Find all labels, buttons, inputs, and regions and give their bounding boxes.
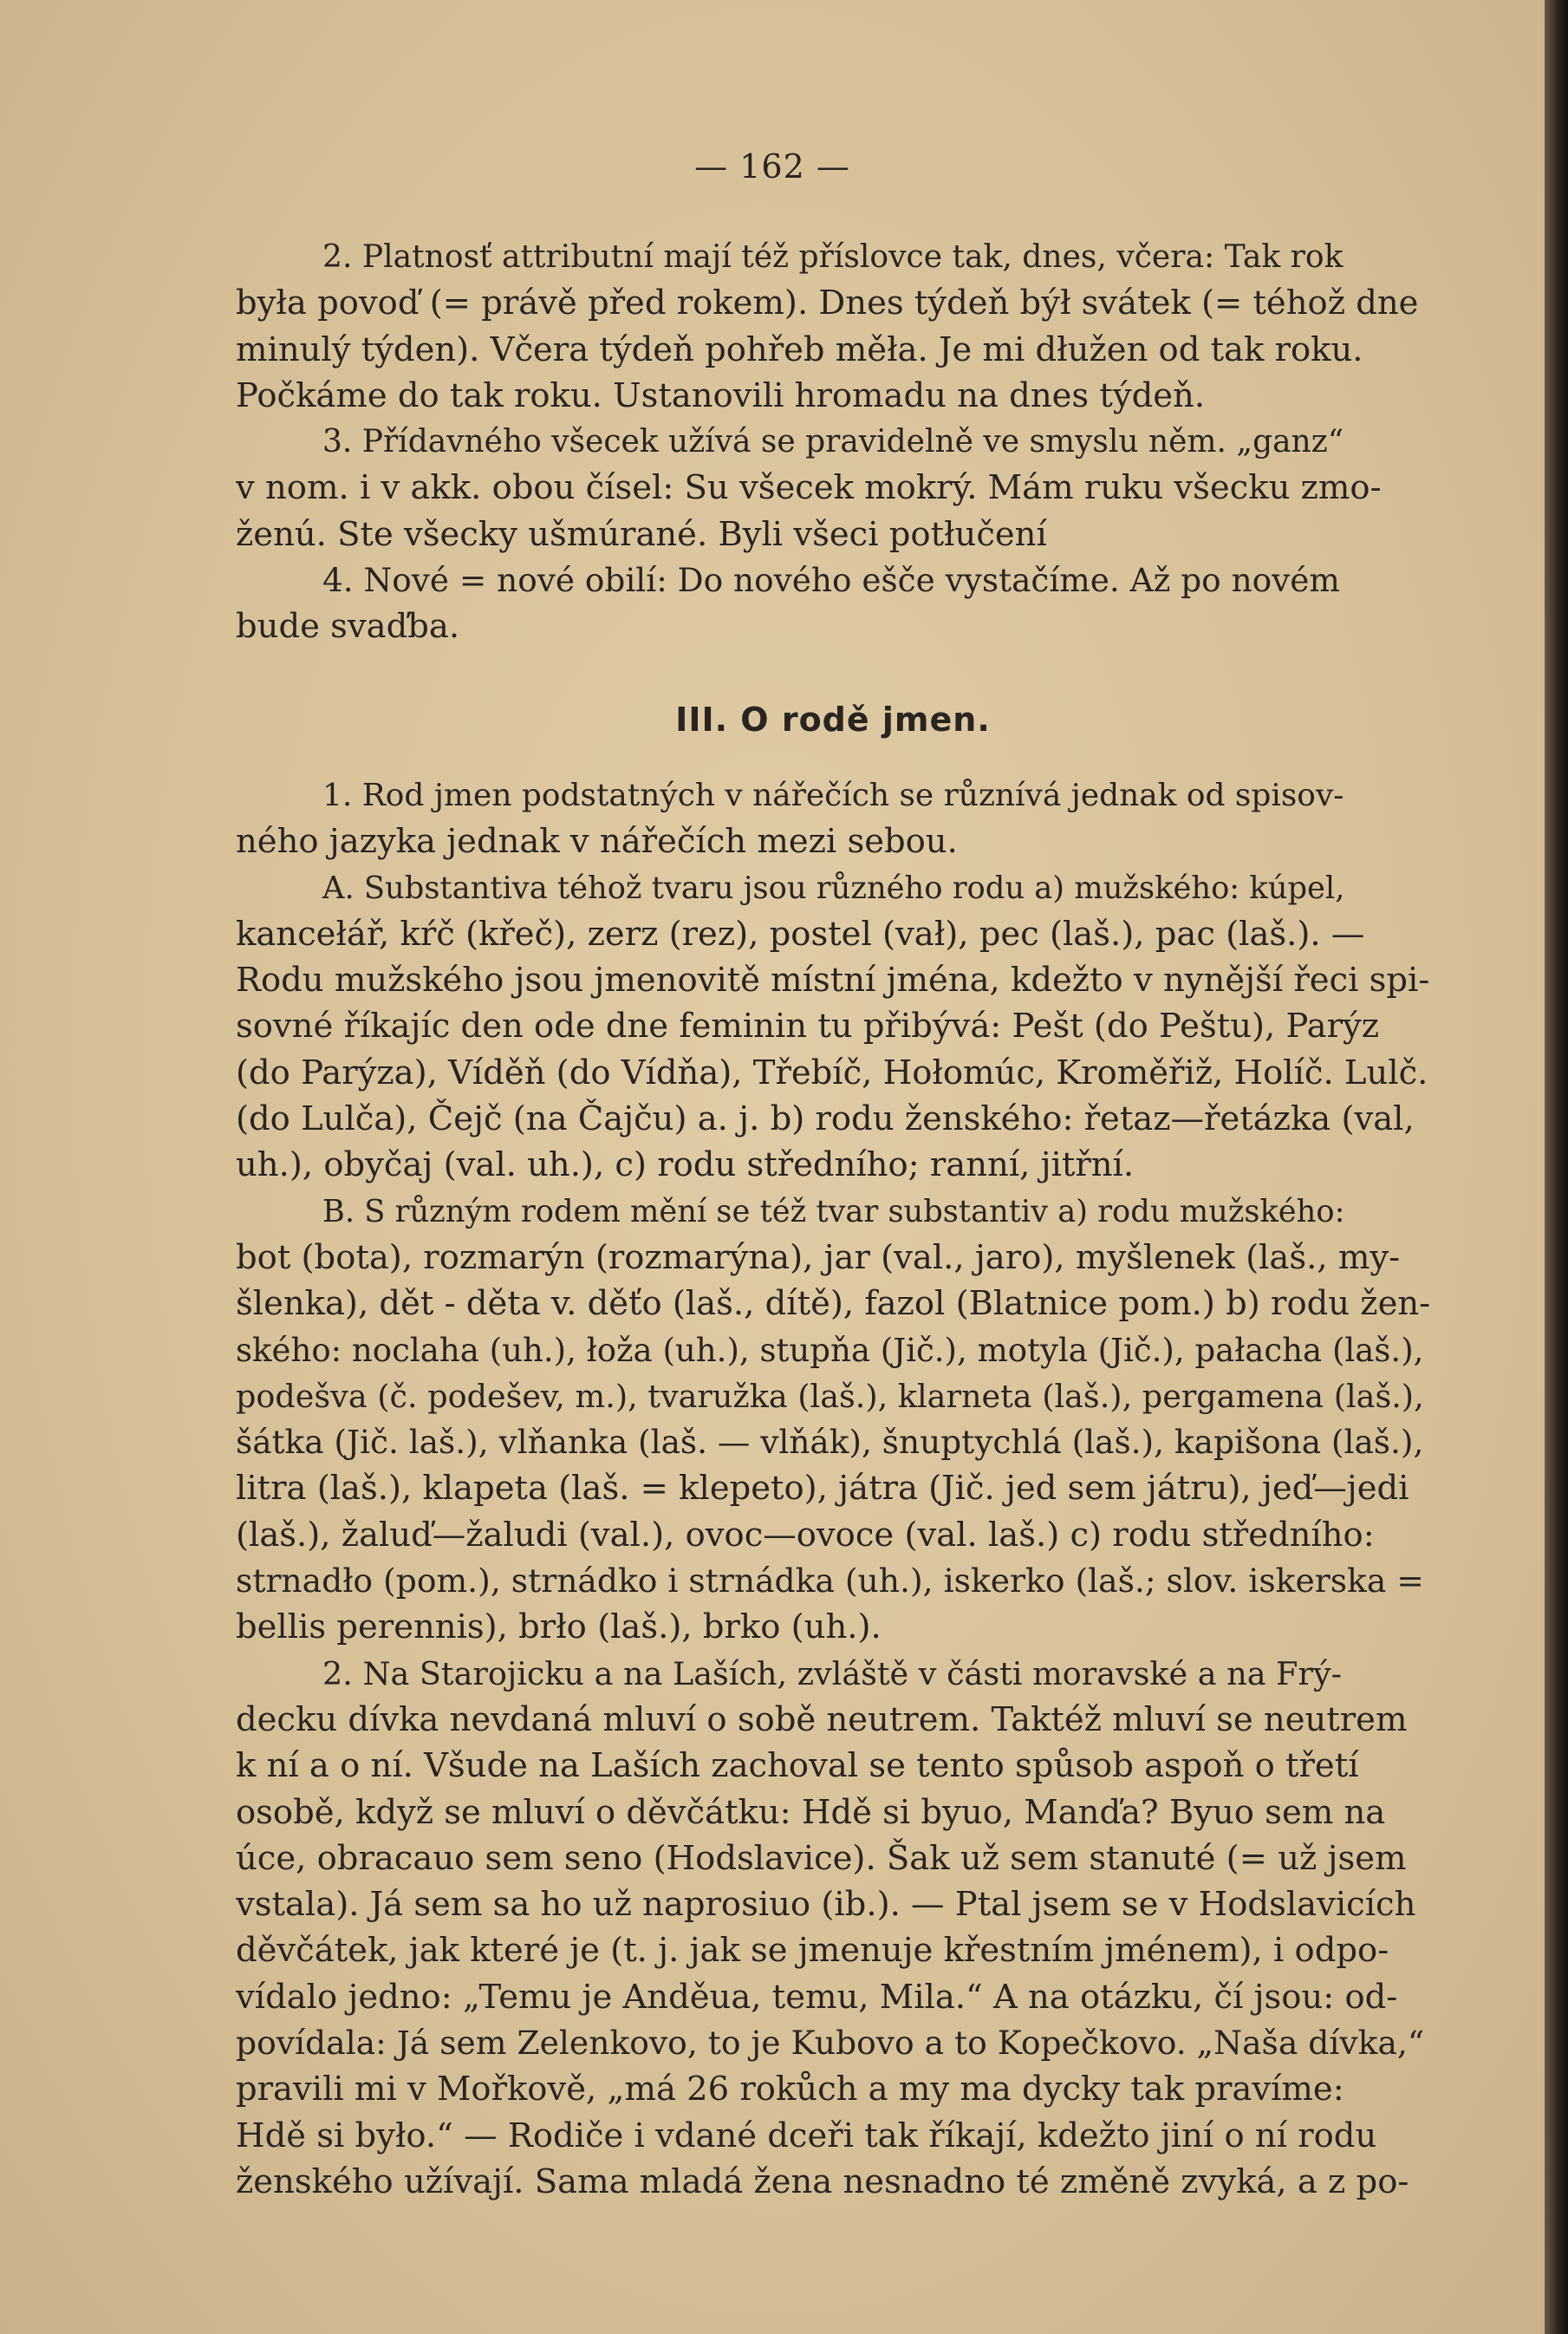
paragraph-s1 (236, 773, 1430, 865)
text-line: ného jazyka jednak v nářečích mezi sebou. (236, 822, 958, 862)
text-line: vídalo jedno: „Temu je Anděua, temu, Mila.“ A na otázku, čí jsou: od- (236, 1977, 1398, 2017)
paragraph-p3 (236, 419, 1430, 557)
text-line: šátka (Jič. laš.), vlňanka (laš. — vlňák), šnuptychlá (laš.), kapišona (laš.), (236, 1423, 1424, 1462)
text-line: vstala). Já sem sa ho už naprosiuo (ib.). — Ptal jsem se v Hodslavicích (236, 1885, 1416, 1925)
text-line: uh.), obyčaj (val. uh.), c) rodu středního; ranní, jitřní. (236, 1145, 1135, 1185)
text-line: decku dívka nevdaná mluví o sobě neutrem. Taktéž mluví se neutrem (236, 1699, 1408, 1739)
text-line: bellis perennis), brło (laš.), brko (uh.). (236, 1607, 882, 1647)
text-line: k ní a o ní. Všude na Laších zachoval se tento spůsob aspoň o třetí (236, 1746, 1359, 1786)
text-line: šlenka), dět - děta v. děťo (laš., dítě), fazol (Blatnice pom.) b) rodu žen- (236, 1284, 1430, 1324)
text-line: v nom. i v akk. obou čísel: Su všecek mokrý. Mám ruku všecku zmo- (236, 468, 1382, 508)
text-line: podešva (č. podešev, m.), tvaružka (laš.), klarneta (laš.), pergamena (laš.), (236, 1377, 1424, 1415)
page-number: — 162 — (694, 147, 850, 186)
paragraph-sA (236, 865, 1430, 1189)
text-line: strnadło (pom.), strnádko i strnádka (uh.), iskerko (laš.; slov. iskerska = (236, 1561, 1424, 1601)
text-line: bude svaďba. (236, 607, 460, 647)
text-line: ženského užívají. Sama mladá žena nesnadno té změně zvyká, a z po- (236, 2161, 1409, 2201)
text-line: bot (bota), rozmarýn (rozmarýna), jar (val., jaro), myšlenek (laš., my- (236, 1237, 1401, 1277)
text-line: była povoď (= právě před rokem). Dnes týdeň býł svátek (= téhož dne (236, 284, 1419, 323)
text-line: 2. Na Starojicku a na Laších, zvláště v části moravské a na Frý- (322, 1654, 1342, 1692)
text-line: sovné říkajíc den ode dne feminin tu přibývá: Pešt (do Peštu), Parýz (236, 1007, 1380, 1046)
text-line: (do Lulča), Čejč (na Čajču) a. j. b) rodu ženského: řetaz—řetázka (val, (236, 1099, 1415, 1139)
text-line: 2. Platnosť attributní mají též příslovce tak, dnes, včera: Tak rok (322, 238, 1344, 275)
text-line: A. Substantiva téhož tvaru jsou různého rodu a) mužského: kúpel, (322, 870, 1345, 906)
paragraph-sB (236, 1189, 1430, 1651)
paragraph-p4 (236, 557, 1430, 650)
text-line: osobě, když se mluví o děvčátku: Hdě si byuo, Manďa? Byuo sem na (236, 1792, 1386, 1832)
text-line: děvčátek, jak které je (t. j. jak se jmenuje křestním jménem), i odpo- (236, 1931, 1389, 1971)
text-line: 1. Rod jmen podstatných v nářečích se různívá jednak od spisov- (322, 777, 1344, 813)
text-line: Hdě si było.“ — Rodiče i vdané dceři tak říkají, kdežto jiní o ní rodu (236, 2116, 1377, 2155)
text-line: minulý týden). Včera týdeň pohřeb měła. Je mi dłužen od tak roku. (236, 329, 1363, 369)
text-line: kancełář, kŕč (křeč), zerz (rez), postel (vał), pec (laš.), pac (laš.). — (236, 914, 1365, 954)
text-line: (do Parýza), Víděň (do Vídňa), Třebíč, Hołomúc, Kroměřiž, Holíč. Lulč. (236, 1053, 1428, 1092)
text-line: úce, obracauo sem seno (Hodslavice). Šak už sem stanuté (= už jsem (236, 1838, 1407, 1878)
text-line: litra (laš.), klapeta (laš. = klepeto), játra (Jič. jed sem játru), jeď—jedi (236, 1469, 1409, 1509)
section-adverbs-adjectives (236, 234, 1430, 650)
text-line: 4. Nové = nové obilí: Do nového ešče vystačíme. Až po novém (322, 561, 1340, 600)
text-line: 3. Přídavného všecek užívá se pravidelně ve smyslu něm. „ganz“ (322, 424, 1344, 460)
section-gender-of-nouns (236, 773, 1430, 2205)
text-line: Rodu mužského jsou jmenovitě místní jména, kdežto v nynější řeci spi- (236, 961, 1430, 1001)
text-line: povídala: Já sem Zelenkovo, to je Kubovo a to Kopečkovo. „Naša dívka,“ (236, 2023, 1425, 2062)
text-line: Počkáme do tak roku. Ustanovili hromadu na dnes týdeň. (236, 375, 1206, 415)
text-line: ského: noclaha (uh.), łoža (uh.), stupňa (Jič.), motyla (Jič.), pałacha (laš.), (236, 1331, 1424, 1369)
text-line: ženú. Ste všecky ušmúrané. Byli všeci potłučení (236, 514, 1047, 554)
paragraph-s2 (236, 1651, 1430, 2206)
section-heading: III. O rodě jmen. (675, 700, 991, 739)
paragraph-p2 (236, 234, 1430, 419)
page-body (236, 234, 1430, 2205)
text-line: B. S různým rodem mění se též tvar substantiv a) rodu mužského: (322, 1193, 1345, 1229)
book-spine-shadow (1545, 0, 1568, 2334)
text-line: (laš.), žaluď—žaludi (val.), ovoc—ovoce (val. laš.) c) rodu středního: (236, 1515, 1375, 1555)
text-line: pravili mi v Mořkově, „má 26 rokůch a my ma dycky tak pravíme: (236, 2070, 1344, 2109)
